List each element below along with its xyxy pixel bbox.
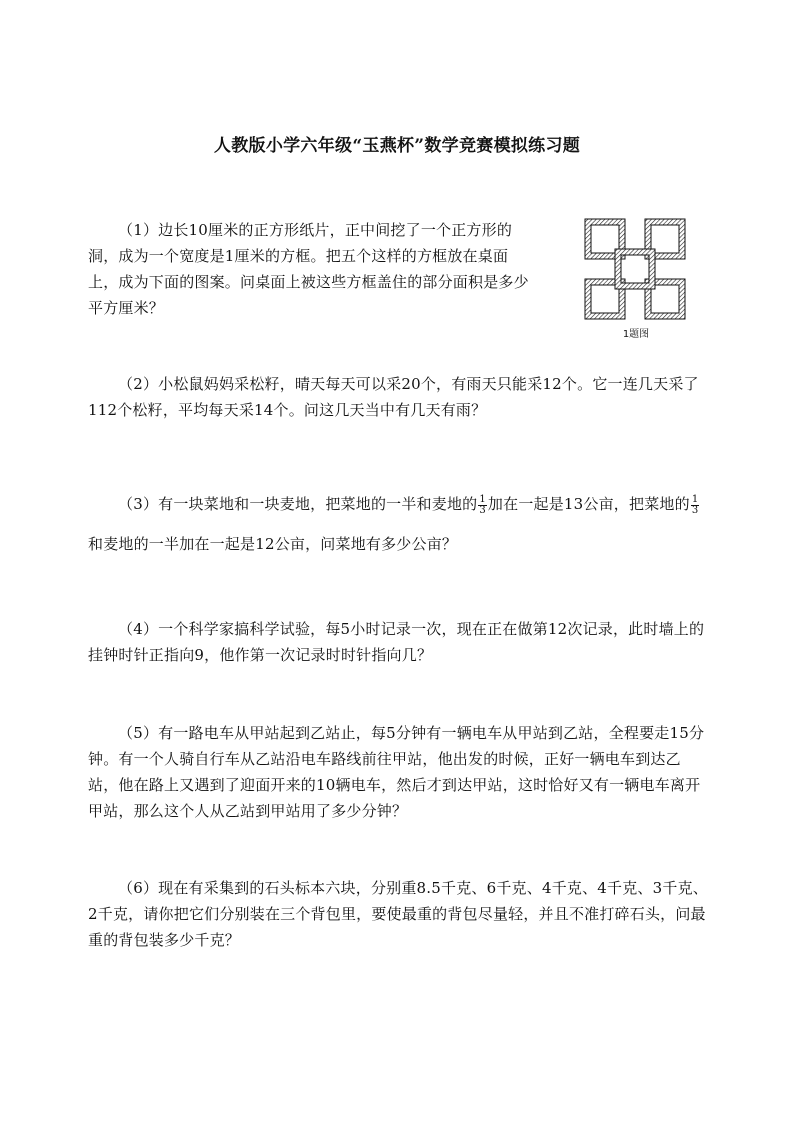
fraction-one-third [478, 495, 487, 516]
frame-center [615, 249, 655, 289]
question-1-figure [580, 214, 692, 342]
fraction-denominator: 3 [479, 504, 486, 516]
square-frames-diagram [580, 214, 692, 324]
question-2: （2）小松鼠妈妈采松籽，晴天每天可以采20个，有雨天只能采12个。它一连几天采了112个松籽，平均每天采14个。问这几天当中有几天有雨？ [88, 375, 699, 419]
question-3-text-2: 加在一起是13公亩，把菜地的 [487, 495, 690, 513]
question-6: （6）现在有采集到的石头标本六块，分别重8.5千克、6千克、4千克、4千克、3千克、2千克，请你把它们分别装在三个背包里，要使最重的背包尽量轻，并且不准打碎石头，问最重的背包装多少千克？ [88, 879, 708, 949]
question-3-text-3: 和麦地的一半加在一起是12公亩，问菜地有多少公亩？ [88, 535, 458, 553]
question-3-text-1: （3）有一块菜地和一块麦地，把菜地的一半和麦地的 [118, 495, 478, 513]
question-4: （4）一个科学家搞科学试验，每5小时记录一次，现在正在做第12次记录，此时墙上的挂钟时针正指向9，他作第一次记录时时针指向几？ [88, 620, 705, 664]
fraction-numerator: 1 [479, 493, 486, 505]
fraction-one-third [691, 495, 700, 516]
question-5: （5）有一路电车从甲站起到乙站止，每5分钟有一辆电车从甲站到乙站，全程要走15分钟。有一个人骑自行车从乙站沿电车路线前往甲站，他出发的时候，正好一辆电车到达乙站，他在路上又遇到了迎面开来的10辆电车，然后才到达甲站，这时恰好又有一辆电车离开甲站，那么这个人从乙站到甲站用了多少分钟？ [88, 724, 705, 820]
page-title: 人教版小学六年级“玉燕杯”数学竞赛模拟练习题 [213, 136, 581, 156]
question-1: （1）边长10厘米的正方形纸片，正中间挖了一个正方形的洞，成为一个宽度是1厘米的方框。把五个这样的方框放在桌面上，成为下面的图案。问桌面上被这些方框盖住的部分面积是多少平方厘米？ [88, 221, 529, 317]
fraction-numerator: 1 [691, 493, 699, 505]
fraction-denominator: 3 [691, 504, 699, 516]
figure-caption: 1题图 [622, 329, 650, 340]
question-3 [88, 484, 708, 564]
